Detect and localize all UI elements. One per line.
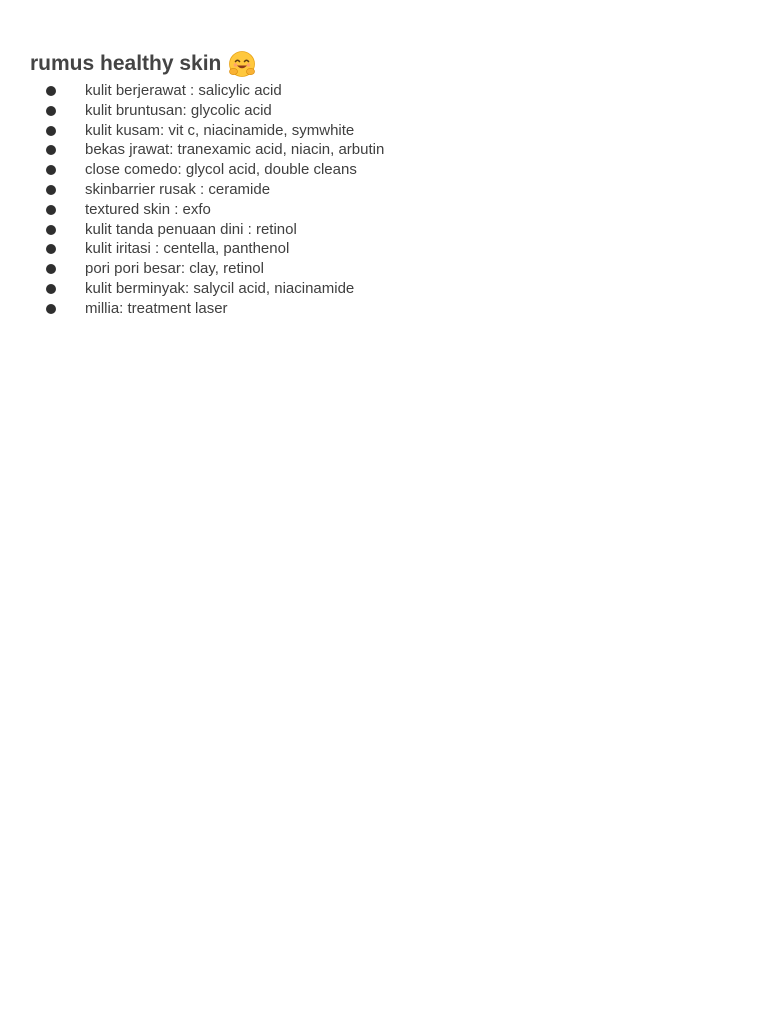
list-item-text: textured skin : exfo xyxy=(85,200,211,218)
list-item-text: kulit berminyak: salycil acid, niacinamide xyxy=(85,279,355,297)
bullet-icon xyxy=(46,205,56,215)
bullet-icon xyxy=(46,126,56,136)
bullet-icon xyxy=(46,106,56,116)
bullet-icon xyxy=(46,284,56,294)
list-item-text: kulit tanda penuaan dini : retinol xyxy=(85,220,297,238)
list-item-text: kulit iritasi : centella, panthenol xyxy=(85,240,290,258)
bullet-icon xyxy=(46,86,56,96)
bullet-icon xyxy=(46,225,56,235)
list-item-text: skinbarrier rusak : ceramide xyxy=(85,180,271,198)
list-item-text: pori pori besar: clay, retinol xyxy=(85,260,264,278)
list-item-text: millia: treatment laser xyxy=(85,299,228,317)
list-item-text: kulit bruntusan: glycolic acid xyxy=(85,101,272,119)
list-item-text: bekas jrawat: tranexamic acid, niacin, arbutin xyxy=(85,141,385,159)
bullet-icon xyxy=(46,264,56,274)
note-title xyxy=(30,48,256,80)
hugging-face-emoji-icon xyxy=(228,50,256,78)
bullet-icon xyxy=(46,185,56,195)
bullet-icon xyxy=(46,145,56,155)
note-title-text: rumus healthy skin xyxy=(30,52,222,75)
bullet-icon xyxy=(46,165,56,175)
list-item-text: close comedo: glycol acid, double cleans xyxy=(85,161,357,179)
bullet-icon xyxy=(46,244,56,254)
list-item-text: kulit kusam: vit c, niacinamide, symwhite xyxy=(85,121,355,139)
list-item-text: kulit berjerawat : salicylic acid xyxy=(85,82,282,99)
bullet-icon xyxy=(46,304,56,314)
